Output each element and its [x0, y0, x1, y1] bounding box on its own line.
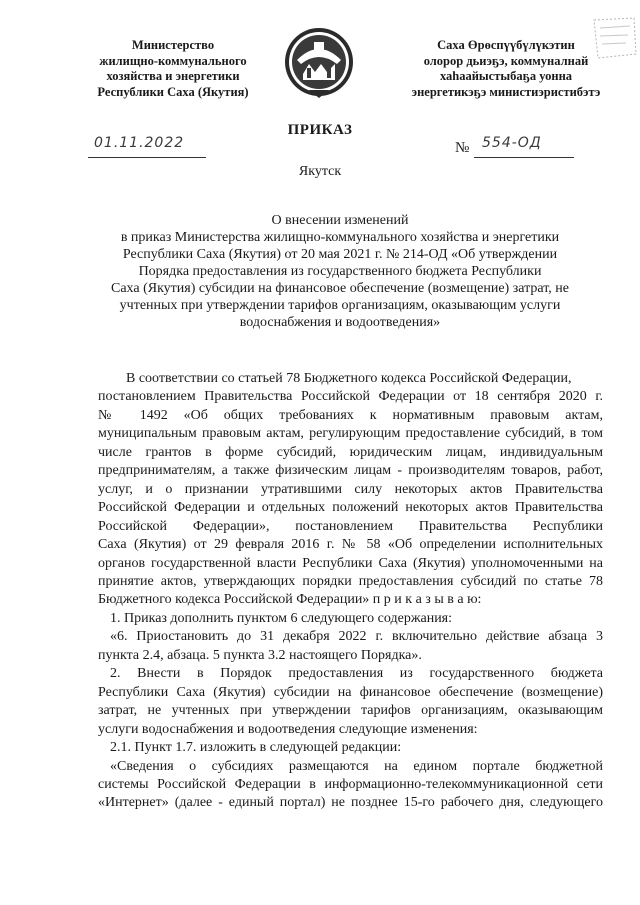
title-line: Саха (Якутия) субсидии на финансовое обеспечение (возмещение) затрат, не — [110, 281, 569, 296]
body-line: Бюджетного кодекса Российской Федерации» п р и к а з ы в а ю: — [98, 592, 482, 608]
body-line: «Интернет» (далее - единый портал) не позднее 15-го рабочего дня, следующего — [98, 795, 603, 811]
body-line: «6. Приостановить до 31 декабря 2022 г. включительно действие абзаца 3 — [110, 629, 603, 645]
body-line: числе грантов в форме субсидий, юридическим лицам, индивидуальным — [98, 444, 603, 460]
title-line: Республики Саха (Якутия) от 20 мая 2021 г. № 214-ОД «Об утверждении — [122, 247, 558, 262]
body-line: пункта 2.4, абзаца. 5 пункта 3.2 настоящего Порядка». — [98, 647, 422, 663]
ministry-name-line: энергетикэҕэ министиэристибэтэ — [411, 84, 601, 99]
body-line: предпринимателям, а также физическим лицам - производителям товаров, работ, — [98, 463, 603, 479]
body-line: Республики Саха (Якутия) субсидии на финансовое обеспечение (возмещение) — [98, 684, 603, 700]
order-number-label: № — [455, 140, 470, 156]
ministry-name-line: хозяйства и энергетики — [106, 69, 240, 83]
ministry-name-yakut — [392, 38, 620, 100]
body-line: Российской Федерации и отдельных положений некоторых актов Правительства — [98, 500, 603, 516]
order-title — [70, 212, 610, 331]
ministry-name-russian — [78, 38, 268, 100]
registration-stamp — [590, 14, 638, 60]
body-line: постановлением Правительства Российской Федерации от 18 сентября 2020 г. — [98, 389, 603, 405]
body-line: «Сведения о субсидиях размещаются на едином портале бюджетной — [110, 758, 603, 774]
title-line: О внесении изменений — [271, 213, 409, 228]
body-line: № 1492 «Об общих требованиях к нормативным правовым актам, — [98, 407, 603, 423]
ministry-name-line: хаһаайыстыбаҕа уонна — [439, 69, 573, 83]
order-date-field — [88, 135, 206, 158]
body-line: Саха (Якутия) от 29 февраля 2016 г. № 58 «Об определении исполнительных — [98, 537, 603, 553]
ministry-name-line: жилищно-коммунального — [99, 53, 247, 68]
ministry-name-line: Министерство — [131, 38, 215, 52]
title-line: в приказ Министерства жилищно-коммунального хозяйства и энергетики — [120, 230, 560, 245]
order-number-handwritten: 554-ОД — [482, 135, 542, 151]
body-line: услуги водоснабжения и водоотведения следующие изменения: — [98, 721, 478, 737]
order-body-text — [98, 370, 603, 813]
body-line: Российской Федерации», постановлением Правительства Республики — [98, 518, 603, 534]
order-number-field — [474, 135, 574, 158]
title-line: водоснабжения и водоотведения» — [239, 315, 441, 330]
document-type-heading: ПРИКАЗ — [287, 122, 353, 138]
body-line: 1. Приказ дополнить пунктом 6 следующего содержания: — [110, 610, 453, 626]
city-name: Якутск — [298, 164, 342, 179]
order-date-handwritten: 01.11.2022 — [94, 135, 185, 151]
ministry-name-line: Республики Саха (Якутия) — [97, 84, 249, 99]
body-line: затрат, не учтенных при утверждении тарифов организациям, оказывающим — [98, 703, 603, 719]
ministry-name-line: олорор дьиэҕэ, коммуналнай — [423, 53, 589, 68]
body-line: 2.1. Пункт 1.7. изложить в следующей редакции: — [110, 740, 402, 756]
body-line: органов государственной власти Республики Саха (Якутия) уполномоченными на — [98, 555, 603, 571]
body-line: муниципальным правовым актам, регулирующим предоставление субсидий, в том — [98, 426, 603, 442]
body-line: принятие актов, утверждающих порядки предоставления субсидий по статье 78 — [98, 573, 603, 589]
title-line: учтенных при утверждении тарифов организациям, оказывающим услуги — [119, 298, 561, 313]
body-line: системы Российской Федерации в информационно-телекоммуникационной сети — [98, 776, 603, 792]
body-line: В соответствии со статьей 78 Бюджетного кодекса Российской Федерации, — [126, 371, 572, 386]
title-line: Порядка предоставления из государственного бюджета Республики — [138, 264, 542, 279]
ministry-name-line: Саха Өрөспүүбүлүкэтин — [437, 38, 575, 52]
body-line: 2. Внести в Порядок предоставления из государственного бюджета — [110, 666, 603, 682]
body-line: услуг, и о признании утратившими силу некоторых актов Правительства — [98, 481, 603, 497]
coat-of-arms-icon — [283, 24, 355, 104]
